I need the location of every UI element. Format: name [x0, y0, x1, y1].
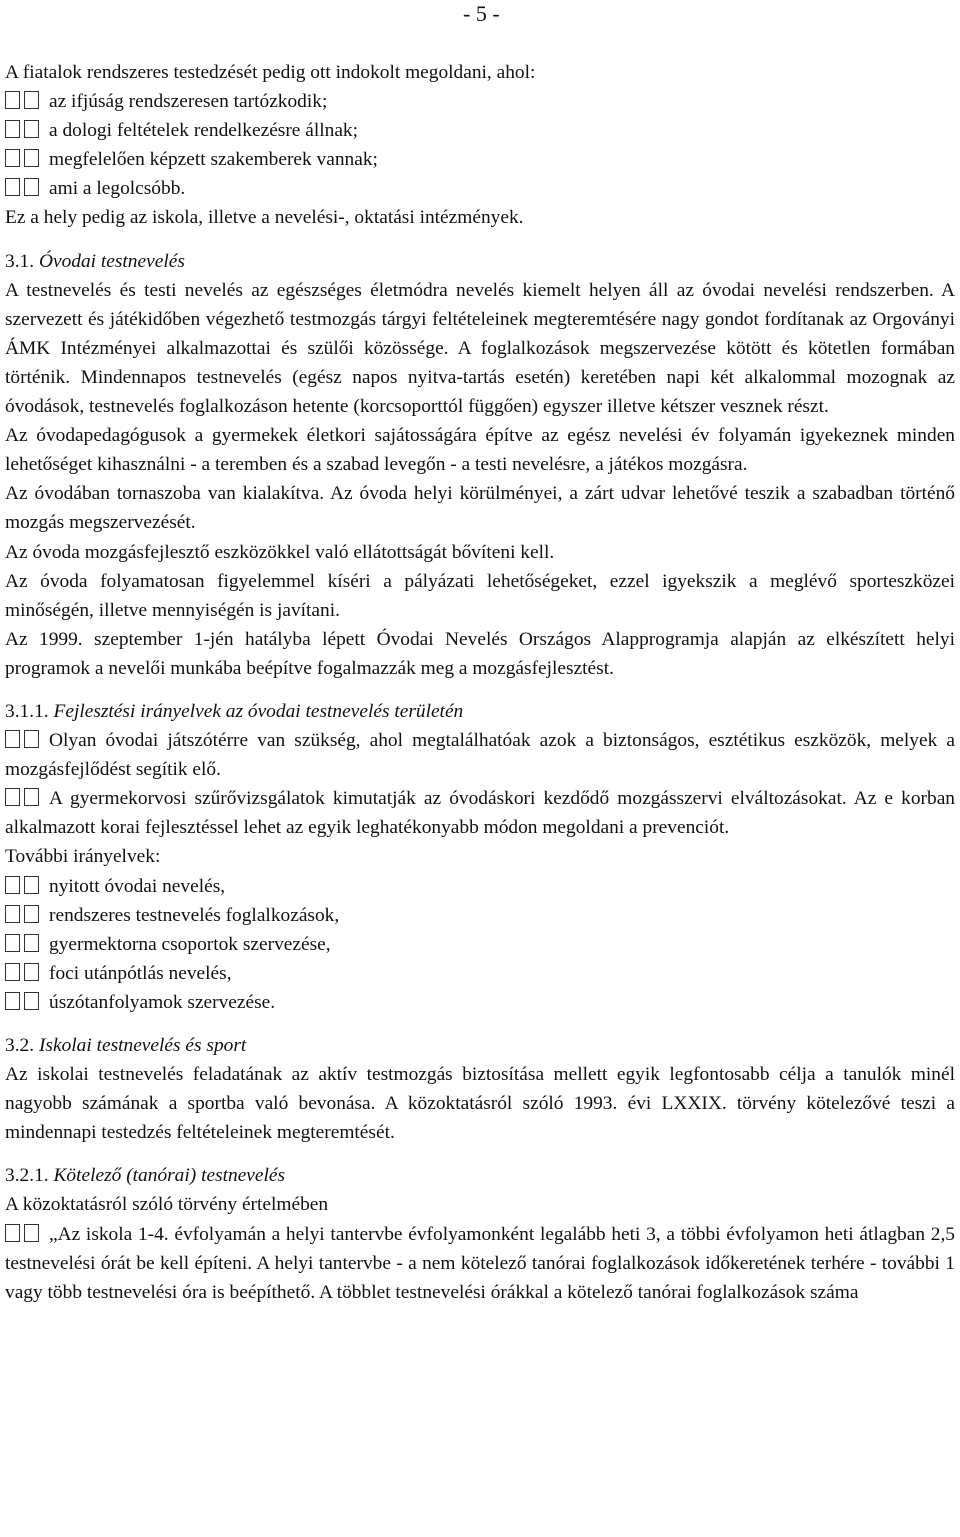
page-content: [5, 58, 955, 1307]
list-item: ami a legolcsóbb.: [5, 174, 955, 203]
bullet-icon: [5, 116, 43, 145]
paragraph: Az óvodapedagógusok a gyermekek életkori sajátosságára építve az egész nevelési év folyamán igyekeznek minden lehetőséget kihasználni - a teremben és a szabad levegőn - a testi nevelésre, a játékos mozgásra.: [5, 425, 955, 476]
intro-bullet-list: [5, 87, 955, 203]
list-item: gyermektorna csoportok szervezése,: [5, 930, 955, 959]
paragraph: Az óvoda mozgásfejlesztő eszközökkel való ellátottságát bővíteni kell.: [5, 541, 555, 563]
list-item: az ifjúság rendszeresen tartózkodik;: [5, 87, 955, 116]
section-heading-3-2: 3.2. Iskolai testnevelés és sport: [5, 1035, 247, 1056]
list-item: A gyermekorvosi szűrővizsgálatok kimutatják az óvodáskori kezdődő mozgásszervi elváltozásokat. Az e korban alkalmazott korai fejlesztéssel lehet az egyik leghatékonyabb módon megoldani a prevenciót.: [5, 784, 955, 842]
intro-lead: A fiatalok rendszeres testedzését pedig ott indokolt megoldani, ahol:: [5, 62, 536, 83]
bullet-icon: [5, 726, 43, 755]
list-item: megfelelően képzett szakemberek vannak;: [5, 145, 955, 174]
bullet-icon: [5, 87, 43, 116]
paragraph: Az óvoda folyamatosan figyelemmel kíséri a pályázati lehetőségeket, ezzel igyekszik a meglévő sporteszközei minőségén, illetve mennyiségén is javítani.: [5, 570, 955, 621]
list-item: Olyan óvodai játszótérre van szükség, ahol megtalálhatóak azok a biztonságos, esztétikus eszközök, melyek a mozgásfejlődést segítik elő.: [5, 726, 955, 784]
section-heading-3-2-1: 3.2.1. Kötelező (tanórai) testnevelés: [5, 1165, 286, 1187]
bullet-icon: [5, 174, 43, 203]
list-item: úszótanfolyamok szervezése.: [5, 988, 955, 1017]
intro-conclusion: Ez a hely pedig az iskola, illetve a nevelési-, oktatási intézmények.: [5, 207, 524, 229]
bullet-icon: [5, 145, 43, 174]
paragraph: Az 1999. szeptember 1-jén hatályba lépett Óvodai Nevelés Országos Alapprogramja alapján az elkészített helyi programok a nevelői munkába beépítve fogalmazzák meg a mozgásfejlesztést.: [5, 628, 955, 679]
paragraph: Az óvodában tornaszoba van kialakítva. Az óvoda helyi körülményei, a zárt udvar lehetővé teszik a szabadban történő mozgás megszervezését.: [5, 483, 955, 534]
bullet-icon: [5, 784, 43, 813]
list-item: rendszeres testnevelés foglalkozások,: [5, 901, 955, 930]
bullet-icon: [5, 901, 43, 930]
paragraph: A testnevelés és testi nevelés az egészséges életmódra nevelés kiemelt helyen áll az óvodai nevelési rendszerben. A szervezett és játékidőben végezhető testmozgás tárgyi feltételeinek megteremtésére nagy gondot fordítanak az Orgoványi ÁMK Intézményei alkalmazottai és szülői közössége. A foglalkozások megszervezése kötött és kötetlen formában történik. Mindennapos testnevelés (egész napos nyitva-tartás esetén) keretében napi két alkalommal mozognak az óvodások, testnevelés foglalkozáson hetente (korcsoporttól függően) egyszer illetve kétszer vesznek részt.: [5, 279, 955, 418]
section-heading-3-1: 3.1. Óvodai testnevelés: [5, 250, 185, 272]
section-heading-3-1-1: 3.1.1. Fejlesztési irányelvek az óvodai testnevelés területén: [5, 700, 464, 722]
paragraph: A közoktatásról szóló törvény értelmében: [5, 1194, 329, 1216]
list-item: nyitott óvodai nevelés,: [5, 872, 955, 901]
list-item: foci utánpótlás nevelés,: [5, 959, 955, 988]
bullet-icon: [5, 988, 43, 1017]
bullet-icon: [5, 930, 43, 959]
list-item: a dologi feltételek rendelkezésre állnak;: [5, 116, 955, 145]
page-number: - 5 -: [463, 1, 500, 26]
further-list: [5, 872, 955, 1017]
paragraph: Az iskolai testnevelés feladatának az aktív testmozgás biztosítása mellett egyik legfontosabb célja a tanulók minél nagyobb számának a sportba való bevonása. A közoktatásról szóló 1993. évi LXXIX. törvény kötelezővé teszi a mindennapi testedzés feltételeinek megteremtését.: [5, 1064, 955, 1144]
bullet-icon: [5, 1220, 43, 1249]
bullet-icon: [5, 959, 43, 988]
bullet-icon: [5, 872, 43, 901]
further-label: További irányelvek:: [5, 846, 161, 868]
quote-paragraph: „Az iskola 1-4. évfolyamán a helyi tantervbe évfolyamonként legalább heti 3, a többi évfolyamon heti átlagban 2,5 testnevelési órát be kell építeni. A helyi tantervbe - a nem kötelező tanórai foglalkozások időkeretének terhére - további 1 vagy több testnevelési óra is beépíthető. A többlet testnevelési órákkal a kötelező tanórai foglalkozások száma: [5, 1220, 955, 1307]
